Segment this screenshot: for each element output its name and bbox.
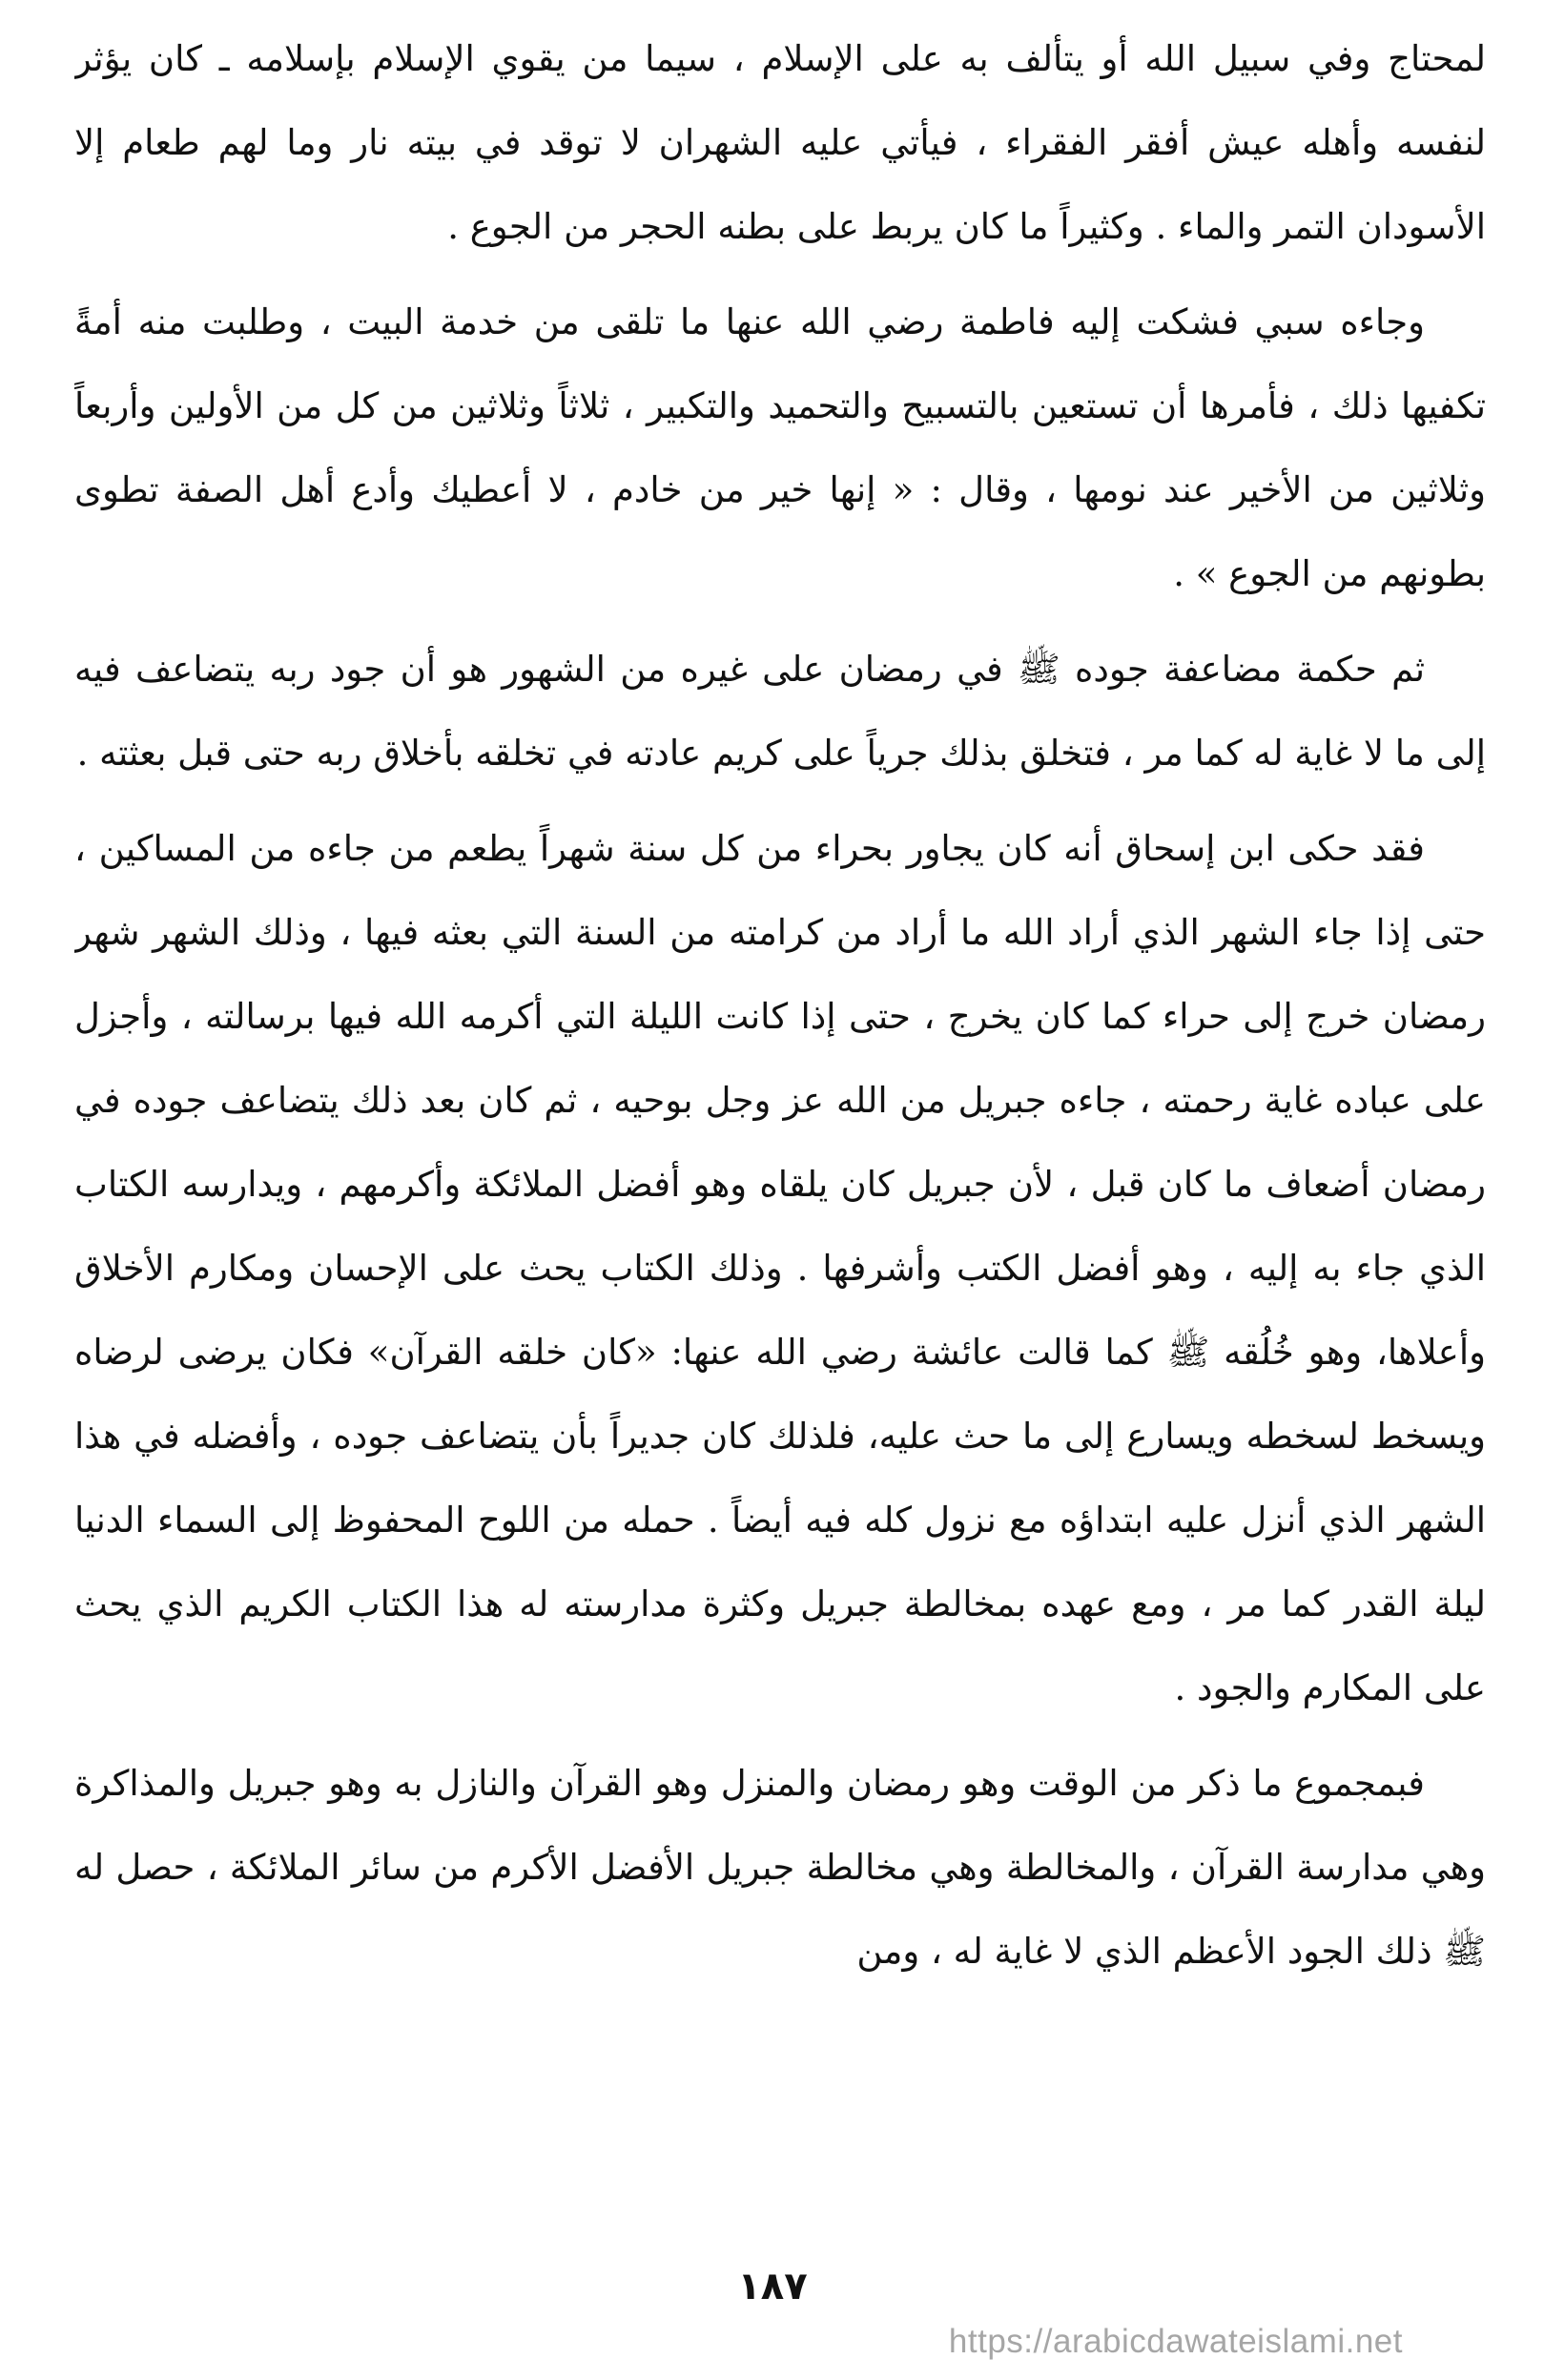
watermark-url: https://arabicdawateislami.net <box>948 2323 1403 2360</box>
paragraph-5: فبمجموع ما ذكر من الوقت وهو رمضان والمنزل وهو القرآن والنازل به وهو جبريل والمذاكرة وهي مدارسة القرآن ، والمخالطة وهي مخالطة جبريل الأفضل الأكرم من سائر الملائكة ، حصل له ﷺ ذلك الجود الأعظم الذي لا غاية له ، ومن <box>74 1763 1486 1972</box>
page-number: ١٨٧ <box>737 2265 808 2308</box>
paragraph-1: لمحتاج وفي سبيل الله أو يتألف به على الإسلام ، سيما من يقوي الإسلام بإسلامه ـ كان يؤثر لنفسه وأهله عيش أفقر الفقراء ، فيأتي عليه الشهران لا توقد في بيته نار وما لهم طعام إلا الأسودان التمر والماء . وكثيراً ما كان يربط على بطنه الحجر من الجوع . <box>74 38 1486 247</box>
paragraph-3: ثم حكمة مضاعفة جوده ﷺ في رمضان على غيره من الشهور هو أن جود ربه يتضاعف فيه إلى ما لا غاية له كما مر ، فتخلق بذلك جرياً على كريم عادته في تخلقه بأخلاق ربه حتى قبل بعثته . <box>74 649 1486 774</box>
page-body <box>74 17 1486 2183</box>
paragraph-4: فقد حكى ابن إسحاق أنه كان يجاور بحراء من كل سنة شهراً يطعم من جاءه من المساكين ، حتى إذا جاء الشهر الذي أراد الله ما أراد من كرامته من السنة التي بعثه فيها ، وذلك الشهر شهر رمضان خرج إلى حراء كما كان يخرج ، حتى إذا كانت الليلة التي أكرمه الله فيها برسالته ، وأجزل على عباده غاية رحمته ، جاءه جبريل من الله عز وجل بوحيه ، ثم كان بعد ذلك يتضاعف جوده في رمضان أضعاف ما كان قبل ، لأن جبريل كان يلقاه وهو أفضل الملائكة وأكرمهم ، ويدارسه الكتاب الذي جاء به إليه ، وهو أفضل الكتب وأشرفها . وذلك الكتاب يحث على الإحسان ومكارم الأخلاق وأعلاها، وهو خُلُقه ﷺ كما قالت عائشة رضي الله عنها: «كان خلقه القرآن» فكان يرضى لرضاه ويسخط لسخطه ويسارع إلى ما حث عليه، فلذلك كان جديراً بأن يتضاعف جوده ، وأفضله في هذا الشهر الذي أنزل عليه ابتداؤه مع نزول كله فيه أيضاً . حمله من اللوح المحفوظ إلى السماء الدنيا ليلة القدر كما مر ، ومع عهده بمخالطة جبريل وكثرة مدارسته له هذا الكتاب الكريم الذي يحث على المكارم والجود . <box>74 828 1486 1708</box>
paragraph-2: وجاءه سبي فشكت إليه فاطمة رضي الله عنها ما تلقى من خدمة البيت ، وطلبت منه أمةً تكفيها ذلك ، فأمرها أن تستعين بالتسبيح والتحميد والتكبير ، ثلاثاً وثلاثين من كل من الأولين وأربعاً وثلاثين من الأخير عند نومها ، وقال : « إنها خير من خادم ، لا أعطيك وأدع أهل الصفة تطوى بطونهم من الجوع » . <box>74 301 1486 594</box>
